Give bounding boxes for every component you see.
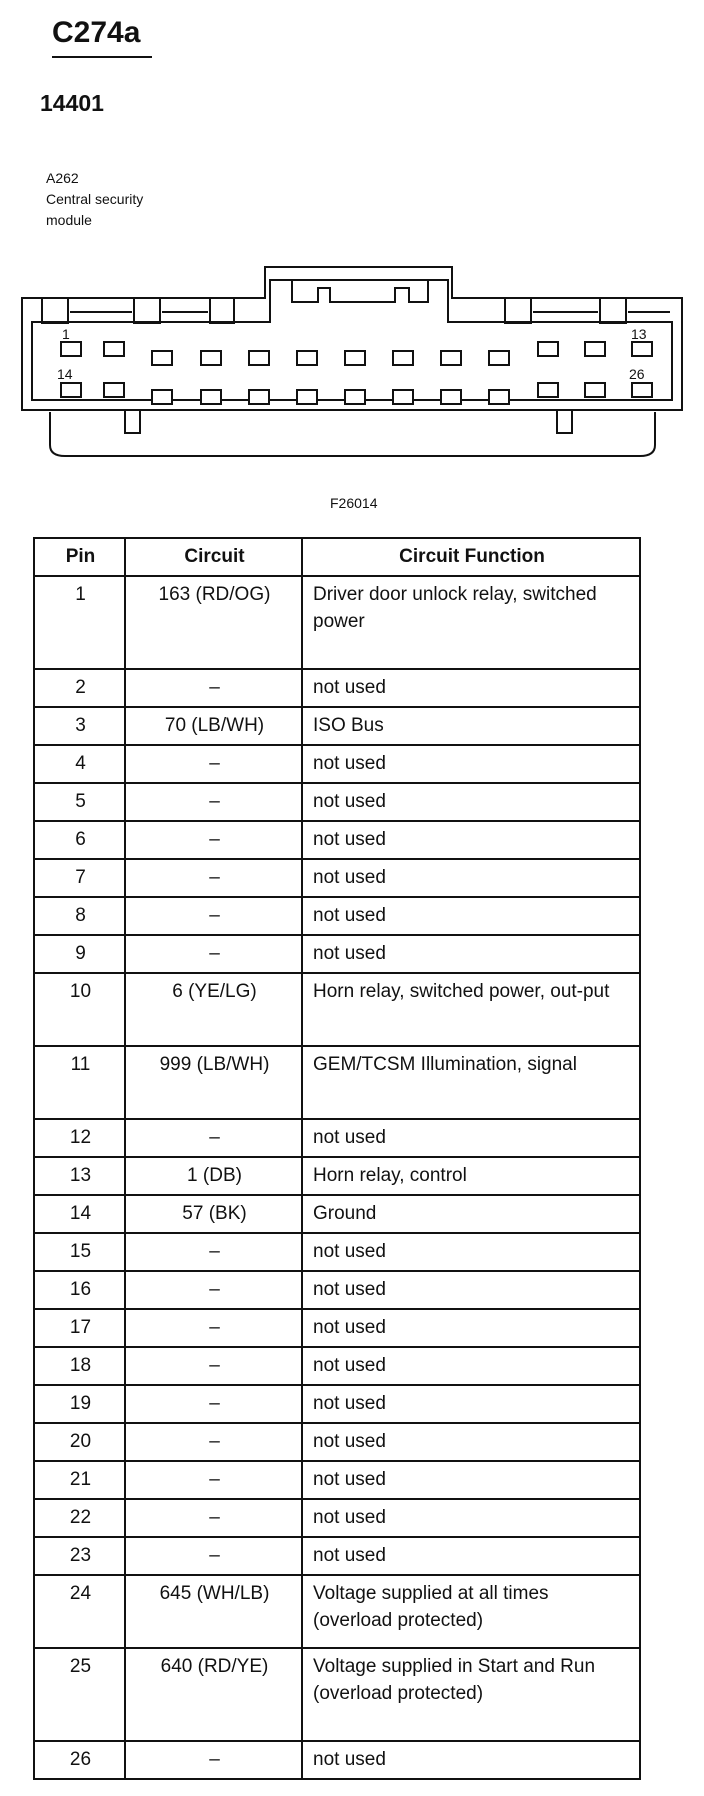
pin-cavity-1 xyxy=(61,342,81,356)
function-cell: not used xyxy=(302,859,640,897)
function-cell: not used xyxy=(302,1461,640,1499)
pin-cell: 10 xyxy=(34,973,125,1046)
circuit-cell: – xyxy=(125,821,302,859)
function-cell: Horn relay, switched power, out-put xyxy=(302,973,640,1046)
pin-cell: 14 xyxy=(34,1195,125,1233)
table-row xyxy=(34,1233,640,1271)
pin-cell: 18 xyxy=(34,1347,125,1385)
table-row xyxy=(34,821,640,859)
pin-label-26: 26 xyxy=(629,366,645,382)
table-row xyxy=(34,1741,640,1779)
table-row xyxy=(34,1157,640,1195)
pin-cavity-15 xyxy=(104,383,124,397)
column-header-circuit: Circuit xyxy=(125,538,302,576)
circuit-cell: 163 (RD/OG) xyxy=(125,576,302,669)
module-description xyxy=(46,168,143,231)
pin-cavity-14 xyxy=(61,383,81,397)
pin-cell: 11 xyxy=(34,1046,125,1119)
function-cell: ISO Bus xyxy=(302,707,640,745)
circuit-cell: – xyxy=(125,1499,302,1537)
pin-cavity-19 xyxy=(297,390,317,404)
table-row xyxy=(34,576,640,669)
function-cell: Ground xyxy=(302,1195,640,1233)
function-cell: not used xyxy=(302,935,640,973)
function-cell: not used xyxy=(302,1347,640,1385)
circuit-cell: – xyxy=(125,1537,302,1575)
function-cell: Driver door unlock relay, switched power xyxy=(302,576,640,669)
pin-cavity-10 xyxy=(489,351,509,365)
circuit-cell: – xyxy=(125,745,302,783)
pin-cell: 7 xyxy=(34,859,125,897)
pin-cavity-6 xyxy=(297,351,317,365)
pin-cell: 16 xyxy=(34,1271,125,1309)
pin-cell: 19 xyxy=(34,1385,125,1423)
function-cell: not used xyxy=(302,1119,640,1157)
table-row xyxy=(34,1575,640,1648)
pin-cavity-7 xyxy=(345,351,365,365)
function-cell: not used xyxy=(302,1233,640,1271)
circuit-cell: 6 (YE/LG) xyxy=(125,973,302,1046)
circuit-cell: 1 (DB) xyxy=(125,1157,302,1195)
pin-cavity-25 xyxy=(585,383,605,397)
module-name-line1: Central security xyxy=(46,191,144,207)
table-row xyxy=(34,1195,640,1233)
pin-cavity-5 xyxy=(249,351,269,365)
table-row xyxy=(34,1271,640,1309)
table-row xyxy=(34,1119,640,1157)
pin-cell: 4 xyxy=(34,745,125,783)
function-cell: Horn relay, control xyxy=(302,1157,640,1195)
pin-cell: 17 xyxy=(34,1309,125,1347)
pin-cell: 21 xyxy=(34,1461,125,1499)
pin-cavity-26 xyxy=(632,383,652,397)
table-row xyxy=(34,1385,640,1423)
table-row xyxy=(34,1499,640,1537)
function-cell: not used xyxy=(302,1537,640,1575)
part-number: 14401 xyxy=(40,90,104,116)
latch xyxy=(292,280,428,302)
circuit-cell: – xyxy=(125,1233,302,1271)
table-row xyxy=(34,1309,640,1347)
circuit-cell: – xyxy=(125,783,302,821)
module-name-line2: module xyxy=(46,212,92,228)
table-row xyxy=(34,1046,640,1119)
pin-cell: 23 xyxy=(34,1537,125,1575)
pinout-rows xyxy=(34,576,640,1779)
table-row xyxy=(34,1461,640,1499)
table-row xyxy=(34,707,640,745)
pin-cavity-12 xyxy=(585,342,605,356)
circuit-cell: – xyxy=(125,669,302,707)
pin-cavity-22 xyxy=(441,390,461,404)
table-row xyxy=(34,669,640,707)
circuit-cell: – xyxy=(125,1741,302,1779)
pin-cavity-9 xyxy=(441,351,461,365)
table-row xyxy=(34,1423,640,1461)
circuit-cell: – xyxy=(125,1385,302,1423)
function-cell: not used xyxy=(302,783,640,821)
function-cell: not used xyxy=(302,821,640,859)
table-row xyxy=(34,745,640,783)
pin-cavity-13 xyxy=(632,342,652,356)
pin-cell: 22 xyxy=(34,1499,125,1537)
pin-cell: 12 xyxy=(34,1119,125,1157)
circuit-cell: – xyxy=(125,1271,302,1309)
function-cell: not used xyxy=(302,1309,640,1347)
circuit-cell: – xyxy=(125,1309,302,1347)
function-cell: not used xyxy=(302,1271,640,1309)
function-cell: not used xyxy=(302,897,640,935)
pinout-table xyxy=(33,537,641,1780)
pin-cavity-8 xyxy=(393,351,413,365)
table-row xyxy=(34,1648,640,1741)
right-key xyxy=(557,410,572,433)
pin-cell: 20 xyxy=(34,1423,125,1461)
function-cell: not used xyxy=(302,1385,640,1423)
right-tab-1 xyxy=(505,298,531,323)
pin-cell: 3 xyxy=(34,707,125,745)
connector-diagram xyxy=(0,250,704,490)
pin-label-14: 14 xyxy=(57,366,73,382)
left-tab-3 xyxy=(210,298,234,323)
pin-cavity-4 xyxy=(201,351,221,365)
pin-cavity-2 xyxy=(104,342,124,356)
pin-cavity-20 xyxy=(345,390,365,404)
pin-cavity-11 xyxy=(538,342,558,356)
circuit-cell: – xyxy=(125,1119,302,1157)
circuit-cell: – xyxy=(125,935,302,973)
table-row xyxy=(34,935,640,973)
left-key xyxy=(125,410,140,433)
pin-cell: 2 xyxy=(34,669,125,707)
circuit-cell: – xyxy=(125,859,302,897)
pin-cell: 25 xyxy=(34,1648,125,1741)
pin-label-1: 1 xyxy=(62,326,70,342)
function-cell: Voltage supplied at all times (overload protected) xyxy=(302,1575,640,1648)
circuit-cell: 70 (LB/WH) xyxy=(125,707,302,745)
column-header-function: Circuit Function xyxy=(302,538,640,576)
pin-cavity-18 xyxy=(249,390,269,404)
pin-cavity-17 xyxy=(201,390,221,404)
right-tab-2 xyxy=(600,298,626,323)
pin-cavity-21 xyxy=(393,390,413,404)
circuit-cell: – xyxy=(125,1423,302,1461)
function-cell: not used xyxy=(302,669,640,707)
pin-cell: 15 xyxy=(34,1233,125,1271)
pin-cell: 8 xyxy=(34,897,125,935)
table-row xyxy=(34,897,640,935)
pin-cell: 9 xyxy=(34,935,125,973)
pin-cell: 1 xyxy=(34,576,125,669)
column-header-pin: Pin xyxy=(34,538,125,576)
circuit-cell: – xyxy=(125,1347,302,1385)
pin-cell: 13 xyxy=(34,1157,125,1195)
table-row xyxy=(34,973,640,1046)
left-tab-2 xyxy=(134,298,160,323)
table-row xyxy=(34,783,640,821)
circuit-cell: 57 (BK) xyxy=(125,1195,302,1233)
pin-cavity-3 xyxy=(152,351,172,365)
pin-cell: 24 xyxy=(34,1575,125,1648)
table-row xyxy=(34,1537,640,1575)
pin-cavity-23 xyxy=(489,390,509,404)
circuit-cell: 640 (RD/YE) xyxy=(125,1648,302,1741)
function-cell: not used xyxy=(302,745,640,783)
pin-cavity-24 xyxy=(538,383,558,397)
title-underline xyxy=(52,56,152,58)
table-row xyxy=(34,859,640,897)
pin-cavity-16 xyxy=(152,390,172,404)
pin-cell: 5 xyxy=(34,783,125,821)
pin-label-13: 13 xyxy=(631,326,647,342)
function-cell: GEM/TCSM Illumination, signal xyxy=(302,1046,640,1119)
circuit-cell: 999 (LB/WH) xyxy=(125,1046,302,1119)
function-cell: not used xyxy=(302,1423,640,1461)
function-cell: Voltage supplied in Start and Run (overload protected) xyxy=(302,1648,640,1741)
figure-code: F26014 xyxy=(330,495,378,511)
module-code: A262 xyxy=(46,170,79,186)
circuit-cell: – xyxy=(125,897,302,935)
function-cell: not used xyxy=(302,1741,640,1779)
table-row xyxy=(34,1347,640,1385)
table-header-row xyxy=(34,538,640,576)
circuit-cell: 645 (WH/LB) xyxy=(125,1575,302,1648)
pin-cell: 6 xyxy=(34,821,125,859)
connector-id: C274a xyxy=(52,16,141,49)
pin-cell: 26 xyxy=(34,1741,125,1779)
left-tab-1 xyxy=(42,298,68,323)
circuit-cell: – xyxy=(125,1461,302,1499)
function-cell: not used xyxy=(302,1499,640,1537)
